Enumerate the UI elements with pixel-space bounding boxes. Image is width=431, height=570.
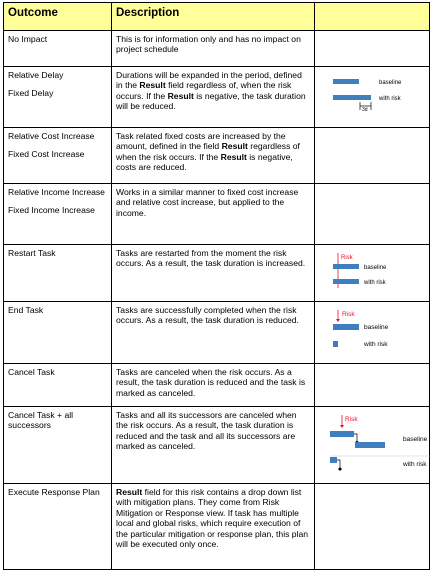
baseline-bar <box>333 264 359 269</box>
with-risk-bar <box>333 341 338 347</box>
outcome-name: Relative Cost Increase <box>8 131 95 141</box>
description-text: Works in a similar manner to fixed cost increase and relative cost increase, but applied to the income. <box>116 187 299 218</box>
description-cell <box>112 128 315 184</box>
description-text: Durations will be expanded in the period, defined in the Result field regardless of, when the risk occurs. If the Result is negative, the task duration will be reduced. <box>116 70 306 112</box>
delay-diagram <box>319 70 431 125</box>
end-diagram <box>319 305 431 361</box>
outcome-name: Restart Task <box>8 248 56 258</box>
description-cell <box>112 67 315 128</box>
risk-arrow-icon <box>340 425 344 428</box>
diagram-cell <box>315 67 430 128</box>
outcome-name: Fixed Delay <box>8 88 54 99</box>
restart-diagram <box>319 248 431 299</box>
risk-outcome-table <box>3 2 430 570</box>
diagram-cell <box>315 364 430 407</box>
with-risk-bar <box>330 457 337 463</box>
diagram-cell <box>315 302 430 364</box>
with-risk-label: with risk <box>364 280 386 286</box>
outcome-name: No Impact <box>8 34 48 44</box>
description-cell <box>112 484 315 570</box>
risk-label: Risk <box>345 416 358 423</box>
description-cell <box>112 364 315 407</box>
result-field-name: Result <box>116 487 143 497</box>
with-risk-bar <box>333 279 359 284</box>
table-row <box>4 302 430 364</box>
result-field-name: Result <box>139 80 166 91</box>
outcome-cell <box>4 184 112 245</box>
with-risk-dependency-link <box>337 460 340 467</box>
diagram-cell <box>315 407 430 484</box>
baseline-label: baseline <box>364 324 389 331</box>
baseline-bar <box>333 79 359 84</box>
table-row <box>4 67 430 128</box>
outcome-name: Fixed Income Increase <box>8 205 95 216</box>
outcome-cell <box>4 407 112 484</box>
description-cell <box>112 407 315 484</box>
with-risk-label: with risk <box>403 461 427 468</box>
description-text: Tasks and all its successors are canceled when the risk occurs. As a result, the task duration is reduced and the task and all its successors are marked as canceled. <box>116 410 297 452</box>
description-text: This is for information only and has no impact on project schedule <box>116 34 301 55</box>
description-text: Tasks are canceled when the risk occurs. As a result, the task duration is reduced and the task is marked as canceled. <box>116 367 306 398</box>
description-text: Tasks are restarted from the moment the risk occurs. As a result, the task duration is increased. <box>116 248 306 269</box>
header-description: Description <box>112 3 315 31</box>
outcome-name: Relative Delay <box>8 70 64 80</box>
outcome-cell <box>4 302 112 364</box>
header-diagram <box>315 3 430 31</box>
description-text: Task related fixed costs are increased by the amount, defined in the field Result regardless of when the risk occurs. If the Result is negative, costs are reduced. <box>116 131 300 173</box>
description-cell <box>112 184 315 245</box>
delay-period-label: 3d <box>362 107 368 113</box>
header-row <box>4 3 430 31</box>
outcome-name: Cancel Task <box>8 367 55 377</box>
description-text: Result field for this risk contains a drop down list with mitigation plans. They come from Risk Mitigation or Response view. If task has multiple local and global risks, which require execution of the particular mitigation or response plan, this plan will be executed only once. <box>116 487 309 550</box>
diagram-cell <box>315 484 430 570</box>
outcome-name: Relative Income Increase <box>8 187 105 197</box>
diagram-cell <box>315 31 430 67</box>
result-field-name: Result <box>221 141 248 152</box>
risk-arrow-icon <box>336 319 340 322</box>
outcome-name: End Task <box>8 305 44 315</box>
header-outcome: Outcome <box>4 3 112 31</box>
baseline-label: baseline <box>403 436 428 443</box>
diagram-cell <box>315 128 430 184</box>
outcome-name: Execute Response Plan <box>8 487 100 497</box>
diagram-cell <box>315 184 430 245</box>
table-row <box>4 128 430 184</box>
table-row <box>4 184 430 245</box>
result-field-name: Result <box>167 90 194 101</box>
dependency-link <box>354 434 357 442</box>
table-row <box>4 364 430 407</box>
description-cell <box>112 31 315 67</box>
baseline-bar <box>333 324 359 330</box>
baseline-successor-bar <box>355 442 385 448</box>
outcome-cell <box>4 67 112 128</box>
outcome-cell <box>4 364 112 407</box>
table-row <box>4 484 430 570</box>
description-cell <box>112 302 315 364</box>
outcome-cell <box>4 245 112 302</box>
outcome-name: Cancel Task + all successors <box>8 410 74 431</box>
with-risk-label: with risk <box>364 341 388 348</box>
table-row <box>4 245 430 302</box>
outcome-cell <box>4 31 112 67</box>
diagram-cell <box>315 245 430 302</box>
outcome-name: Fixed Cost Increase <box>8 149 85 160</box>
table-row <box>4 31 430 67</box>
cancel-milestone-icon <box>338 467 342 471</box>
result-field-name: Result <box>220 151 247 162</box>
cancel-successors-diagram <box>319 410 431 481</box>
risk-label: Risk <box>341 255 353 261</box>
table-row <box>4 407 430 484</box>
with-risk-bar <box>333 95 371 100</box>
risk-label: Risk <box>342 311 355 318</box>
baseline-bar <box>330 431 354 437</box>
outcome-cell <box>4 128 112 184</box>
outcome-cell <box>4 484 112 570</box>
baseline-label: baseline <box>379 80 402 86</box>
baseline-label: baseline <box>364 265 387 271</box>
description-cell <box>112 245 315 302</box>
description-text: Tasks are successfully completed when the risk occurs. As a result, the task duration is reduced. <box>116 305 299 326</box>
with-risk-label: with risk <box>379 96 401 102</box>
